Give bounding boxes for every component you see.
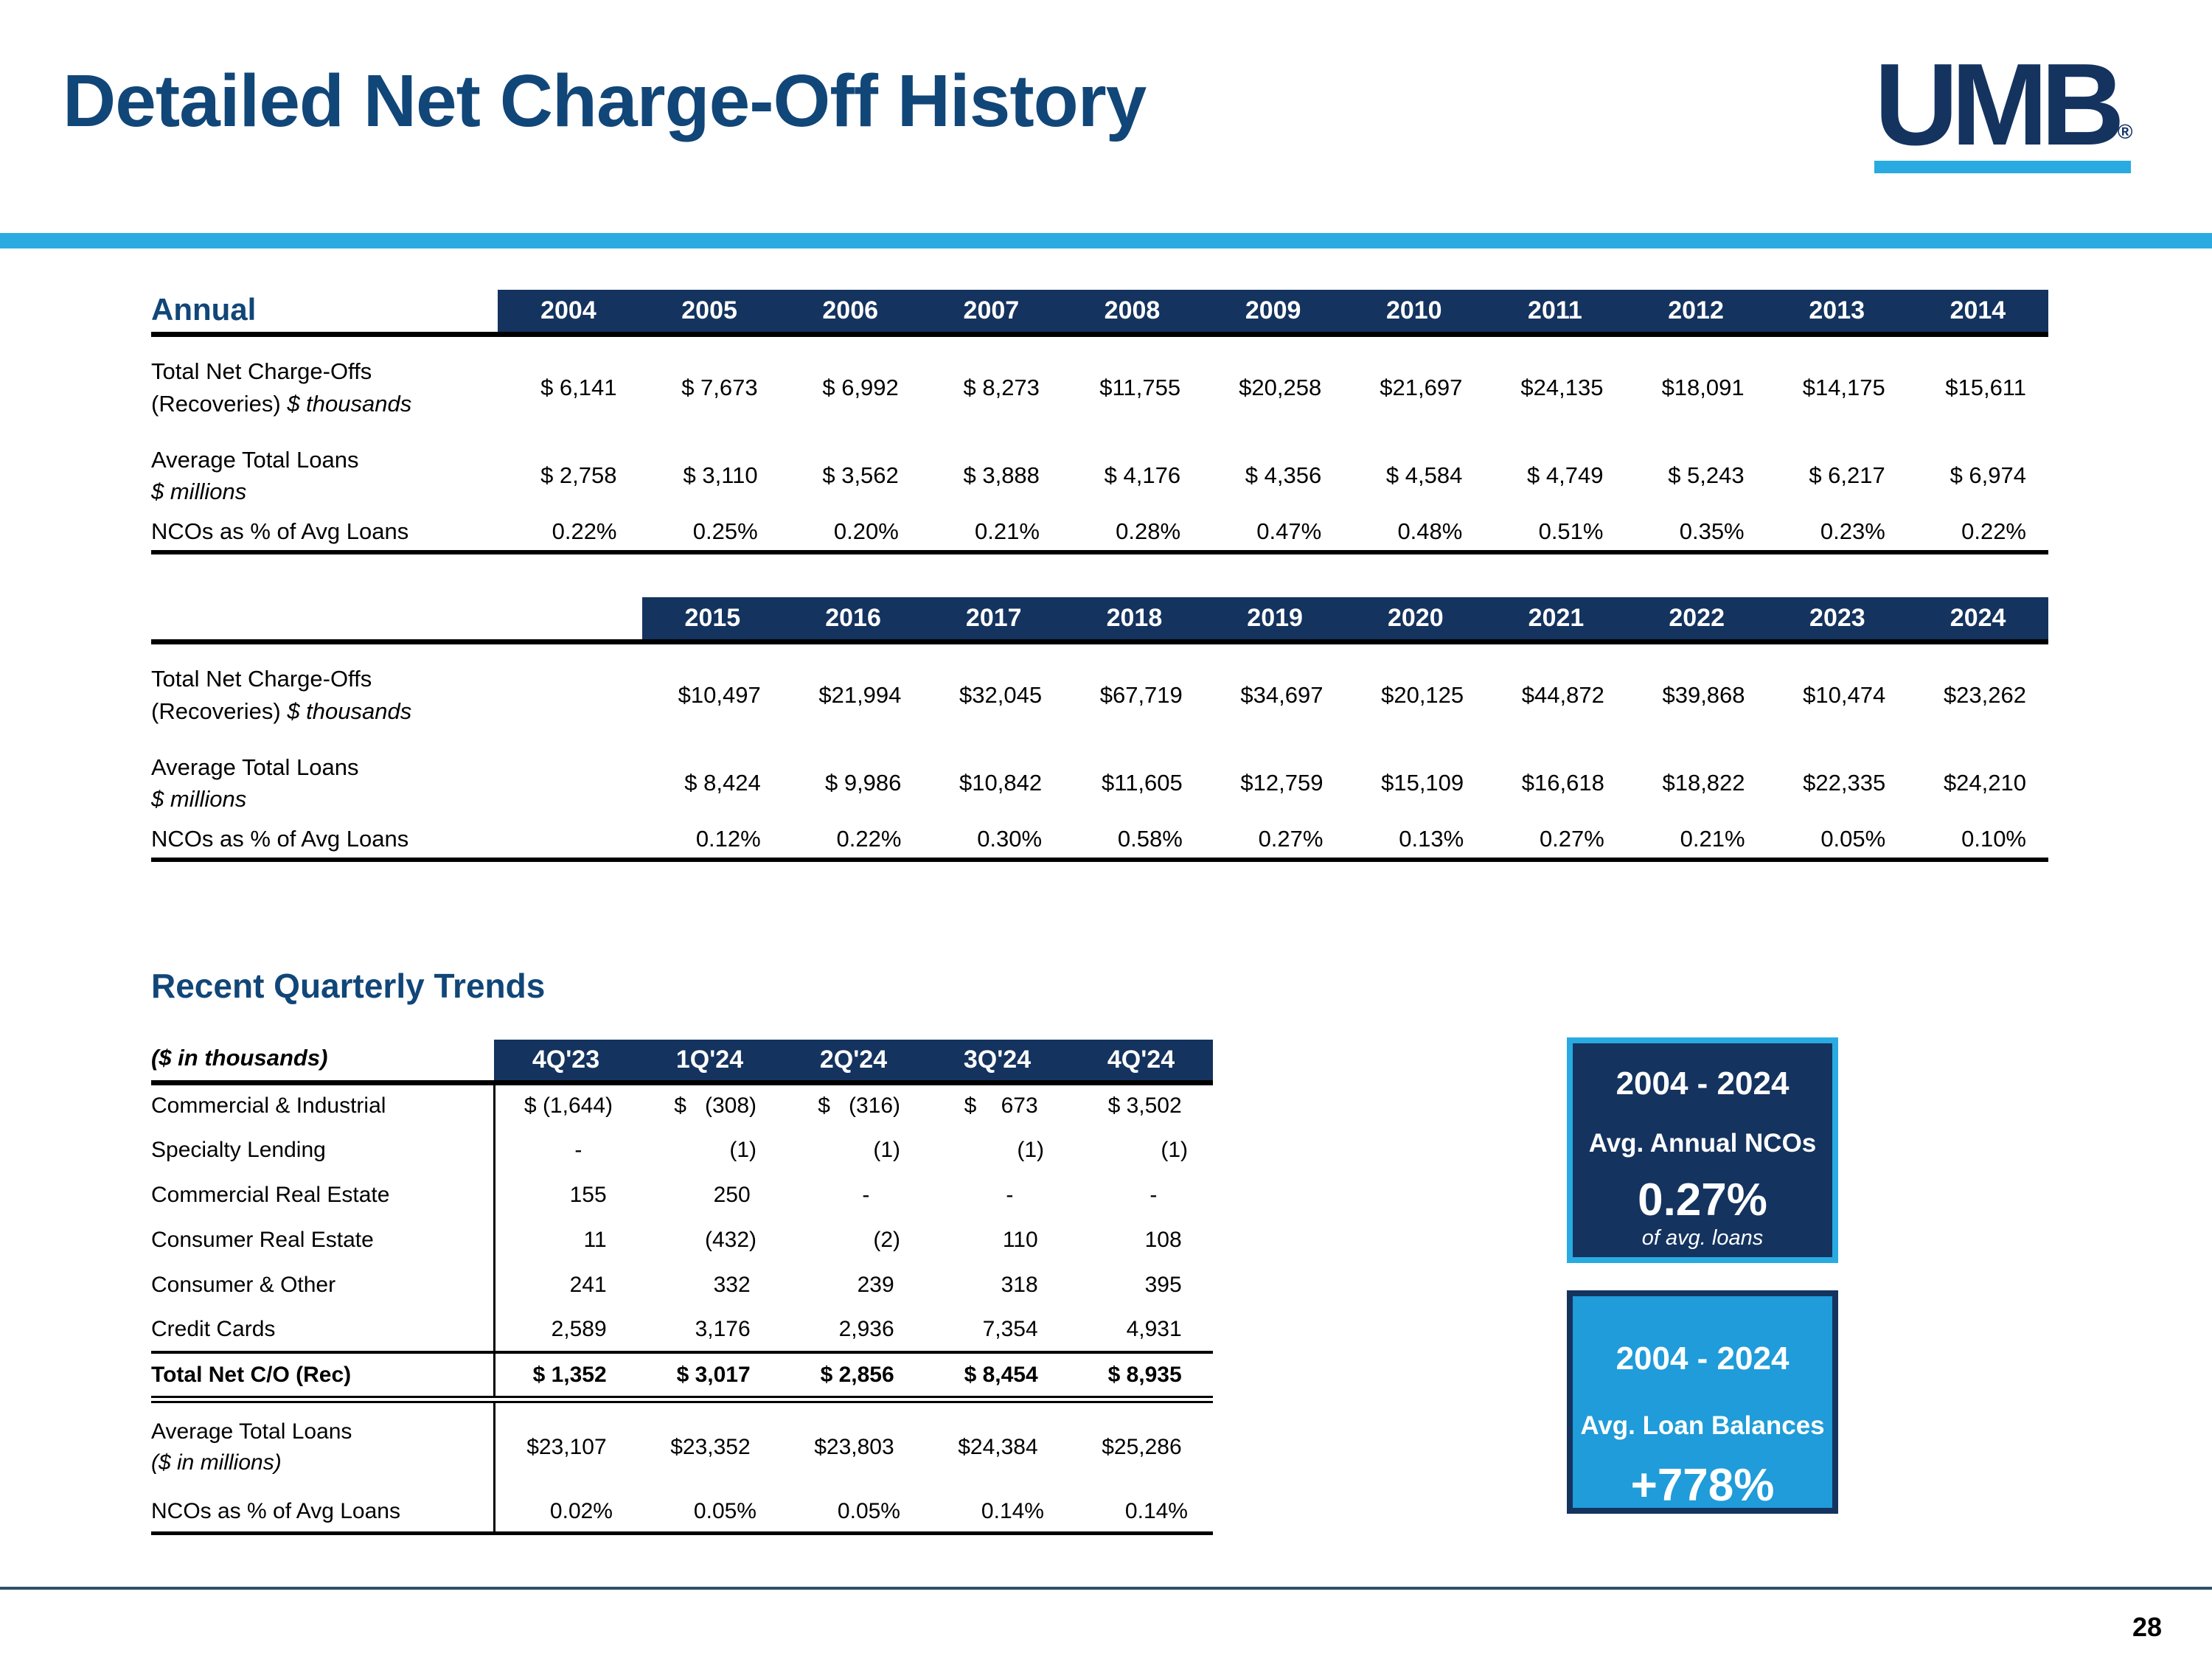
table-row bbox=[151, 1307, 1213, 1352]
value-cell: $ 3,562 bbox=[822, 462, 899, 488]
value-cell: $32,045 bbox=[959, 681, 1043, 708]
title-divider-bar bbox=[0, 233, 2212, 248]
value-cell: 0.05% bbox=[782, 1492, 925, 1533]
value-cell: 4,931 bbox=[1069, 1307, 1213, 1352]
year-header: 2010 bbox=[1343, 290, 1484, 334]
row-label-regular: (Recoveries) bbox=[151, 390, 288, 417]
row-label-italic: ($ in millions) bbox=[151, 1450, 282, 1475]
value-cell: $39,868 bbox=[1662, 681, 1745, 708]
page-number: 28 bbox=[2132, 1612, 2162, 1642]
value-cell: $44,872 bbox=[1521, 681, 1604, 708]
row-label-italic: $ millions bbox=[151, 479, 247, 504]
value-cell: 332 bbox=[713, 1272, 757, 1297]
value-cell: $11,755 bbox=[1099, 374, 1181, 400]
value-cell: $ 2,856 bbox=[782, 1352, 925, 1399]
value-cell: $23,262 bbox=[1943, 681, 2026, 708]
year-header: 2011 bbox=[1484, 290, 1625, 334]
value-cell: 0.27% bbox=[1205, 820, 1346, 860]
year-header: 2014 bbox=[1907, 290, 2048, 334]
value-cell: 0.22% bbox=[1907, 512, 2048, 552]
value-cell: 0.14% bbox=[925, 1492, 1069, 1533]
value-cell: $24,135 bbox=[1520, 374, 1604, 400]
row-label bbox=[151, 641, 642, 746]
value-cell: 2,936 bbox=[782, 1307, 925, 1352]
value-cell: - bbox=[1006, 1182, 1044, 1207]
value-cell: $ 8,935 bbox=[1069, 1352, 1213, 1399]
value-cell: $ 3,017 bbox=[638, 1352, 782, 1399]
year-header: 2005 bbox=[639, 290, 780, 334]
callout-period: 2004 - 2024 bbox=[1615, 1340, 1790, 1377]
value-cell: $ 4,749 bbox=[1527, 462, 1604, 488]
table-row bbox=[151, 512, 2048, 552]
value-cell: $15,109 bbox=[1381, 770, 1464, 796]
value-cell: $ 8,454 bbox=[925, 1352, 1069, 1399]
value-cell: $23,803 bbox=[814, 1435, 900, 1459]
page-title: Detailed Net Charge-Off History bbox=[63, 60, 1147, 142]
row-label-line1: Average Total Loans bbox=[151, 1419, 352, 1444]
value-cell: $15,611 bbox=[1945, 374, 2026, 400]
year-header: 2018 bbox=[1064, 597, 1205, 641]
registered-trademark-icon: ® bbox=[2117, 120, 2133, 143]
callout-label: Avg. Annual NCOs bbox=[1588, 1129, 1817, 1158]
value-cell: 0.21% bbox=[921, 512, 1062, 552]
table-header-row bbox=[151, 290, 2048, 334]
quarter-header: 2Q'24 bbox=[782, 1040, 925, 1082]
value-cell: $67,719 bbox=[1099, 681, 1183, 708]
value-cell: 0.02% bbox=[494, 1492, 638, 1533]
table-header-row bbox=[151, 1040, 1213, 1082]
row-label: Credit Cards bbox=[151, 1307, 494, 1352]
value-cell: 0.14% bbox=[1069, 1492, 1213, 1533]
table-row bbox=[151, 1127, 1213, 1172]
value-cell: $21,994 bbox=[818, 681, 902, 708]
value-cell: 0.22% bbox=[498, 512, 639, 552]
value-cell: $ 8,424 bbox=[684, 770, 761, 796]
row-label-line2 bbox=[151, 1447, 493, 1478]
value-cell: 0.23% bbox=[1767, 512, 1907, 552]
year-header: 2012 bbox=[1625, 290, 1766, 334]
year-header: 2020 bbox=[1345, 597, 1486, 641]
year-header: 2009 bbox=[1203, 290, 1343, 334]
quarter-header: 4Q'23 bbox=[494, 1040, 638, 1082]
table-row bbox=[151, 1399, 1213, 1492]
table-row bbox=[151, 1262, 1213, 1307]
value-cell: 0.30% bbox=[923, 820, 1064, 860]
quarter-header: 1Q'24 bbox=[638, 1040, 782, 1082]
callout-value: +778% bbox=[1630, 1460, 1775, 1511]
quarter-header: 3Q'24 bbox=[925, 1040, 1069, 1082]
value-cell: 0.05% bbox=[1767, 820, 1908, 860]
value-cell: (1) bbox=[873, 1137, 900, 1162]
value-cell: $18,091 bbox=[1661, 374, 1745, 400]
table-row bbox=[151, 641, 2048, 746]
value-cell: 0.47% bbox=[1203, 512, 1343, 552]
value-cell: $ (308) bbox=[674, 1093, 757, 1119]
umb-logo bbox=[1874, 40, 2154, 173]
value-cell: 0.22% bbox=[783, 820, 924, 860]
year-header: 2021 bbox=[1486, 597, 1627, 641]
table-row bbox=[151, 820, 2048, 860]
value-cell: $ 4,584 bbox=[1385, 462, 1463, 488]
table-row bbox=[151, 1492, 1213, 1533]
value-cell: - bbox=[494, 1127, 638, 1172]
value-cell: $20,258 bbox=[1239, 374, 1322, 400]
value-cell: $ 5,243 bbox=[1668, 462, 1745, 488]
value-cell: $10,497 bbox=[678, 681, 761, 708]
value-cell: 108 bbox=[1144, 1227, 1188, 1252]
value-cell: $18,822 bbox=[1662, 770, 1745, 796]
value-cell: $ 6,992 bbox=[822, 374, 899, 400]
year-header: 2024 bbox=[1907, 597, 2048, 641]
row-label bbox=[151, 334, 498, 439]
value-cell: $ 6,141 bbox=[540, 374, 617, 400]
value-cell: 0.12% bbox=[642, 820, 783, 860]
row-label-line1: Average Total Loans bbox=[151, 446, 359, 473]
row-label-line2 bbox=[151, 783, 642, 815]
year-header: 2013 bbox=[1767, 290, 1907, 334]
year-header: 2016 bbox=[783, 597, 924, 641]
value-cell: $ 3,502 bbox=[1107, 1093, 1188, 1119]
year-header: 2008 bbox=[1062, 290, 1203, 334]
value-cell: $22,335 bbox=[1803, 770, 1886, 796]
row-label-line1: Total Net Charge-Offs bbox=[151, 358, 372, 385]
value-cell: 3,176 bbox=[638, 1307, 782, 1352]
callout-avg-annual-ncos bbox=[1567, 1037, 1838, 1263]
value-cell: (1) bbox=[1161, 1137, 1188, 1162]
callout-avg-loan-balances bbox=[1567, 1290, 1838, 1514]
row-label-line2 bbox=[151, 388, 498, 420]
row-label-italic: $ millions bbox=[151, 786, 247, 812]
value-cell: 0.51% bbox=[1484, 512, 1625, 552]
value-cell: $ 8,273 bbox=[963, 374, 1040, 400]
value-cell: $34,697 bbox=[1240, 681, 1324, 708]
value-cell: 0.28% bbox=[1062, 512, 1203, 552]
row-label bbox=[151, 746, 642, 820]
row-label: NCOs as % of Avg Loans bbox=[151, 1492, 494, 1533]
value-cell: $ (1,644) bbox=[494, 1082, 638, 1127]
value-cell: $11,605 bbox=[1102, 770, 1183, 796]
value-cell: (1) bbox=[1017, 1137, 1044, 1162]
value-cell: $ 673 bbox=[964, 1093, 1044, 1119]
value-cell: 0.25% bbox=[639, 512, 780, 552]
value-cell: (2) bbox=[873, 1227, 900, 1252]
value-cell: (1) bbox=[729, 1137, 757, 1162]
row-label-line2 bbox=[151, 476, 498, 507]
value-cell: 0.13% bbox=[1345, 820, 1486, 860]
value-cell: 250 bbox=[713, 1182, 757, 1207]
value-cell: $ 3,888 bbox=[963, 462, 1040, 488]
value-cell: $23,352 bbox=[670, 1435, 757, 1459]
value-cell: $ 2,758 bbox=[540, 462, 617, 488]
value-cell: $ 6,974 bbox=[1950, 462, 2026, 488]
row-label: Commercial Real Estate bbox=[151, 1182, 390, 1207]
annual-label: Annual bbox=[151, 291, 257, 327]
year-header: 2022 bbox=[1627, 597, 1767, 641]
year-header: 2023 bbox=[1767, 597, 1908, 641]
value-cell: 0.48% bbox=[1343, 512, 1484, 552]
value-cell: 239 bbox=[857, 1272, 900, 1297]
year-header: 2019 bbox=[1205, 597, 1346, 641]
value-cell: 0.35% bbox=[1625, 512, 1766, 552]
value-cell: $24,210 bbox=[1943, 770, 2026, 796]
value-cell: $16,618 bbox=[1521, 770, 1604, 796]
callout-period: 2004 - 2024 bbox=[1615, 1065, 1790, 1102]
annual-table-2015-2024 bbox=[151, 597, 2048, 862]
value-cell: $25,286 bbox=[1102, 1435, 1188, 1459]
table-corner-empty bbox=[151, 597, 642, 641]
value-cell: 155 bbox=[494, 1172, 638, 1217]
value-cell: 0.05% bbox=[638, 1492, 782, 1533]
quarterly-section-heading: Recent Quarterly Trends bbox=[151, 967, 546, 1005]
row-label-line1: Average Total Loans bbox=[151, 754, 359, 780]
table-row bbox=[151, 334, 2048, 439]
year-header: 2007 bbox=[921, 290, 1062, 334]
callout-label: Avg. Loan Balances bbox=[1580, 1411, 1825, 1440]
value-cell: 110 bbox=[1002, 1227, 1044, 1252]
value-cell: $12,759 bbox=[1240, 770, 1324, 796]
table-corner bbox=[151, 1040, 494, 1082]
row-label: Consumer Real Estate bbox=[151, 1227, 374, 1252]
value-cell: - bbox=[1150, 1182, 1188, 1207]
value-cell: $20,125 bbox=[1381, 681, 1464, 708]
row-label-italic: $ thousands bbox=[287, 390, 412, 417]
year-header: 2006 bbox=[780, 290, 921, 334]
row-label bbox=[151, 1399, 494, 1492]
table-row bbox=[151, 1217, 1213, 1262]
value-cell: $10,474 bbox=[1803, 681, 1886, 708]
value-cell: $ 9,986 bbox=[824, 770, 902, 796]
value-cell: $23,107 bbox=[494, 1399, 638, 1492]
table-row bbox=[151, 439, 2048, 512]
value-cell: 2,589 bbox=[494, 1307, 638, 1352]
value-cell: $24,384 bbox=[958, 1435, 1044, 1459]
value-cell: $ 1,352 bbox=[494, 1352, 638, 1399]
row-label-regular: (Recoveries) bbox=[151, 698, 288, 724]
units-label: ($ in thousands) bbox=[151, 1044, 328, 1071]
callout-value: 0.27% bbox=[1638, 1175, 1767, 1225]
table-row bbox=[151, 1082, 1213, 1127]
row-label: NCOs as % of Avg Loans bbox=[151, 820, 642, 860]
table-row bbox=[151, 1172, 1213, 1217]
value-cell: $14,175 bbox=[1802, 374, 1885, 400]
quarterly-table bbox=[151, 1040, 1213, 1535]
table-header-row bbox=[151, 597, 2048, 641]
value-cell: - bbox=[862, 1182, 900, 1207]
value-cell: $10,842 bbox=[959, 770, 1043, 796]
value-cell: 0.20% bbox=[780, 512, 921, 552]
row-label-line2 bbox=[151, 695, 642, 727]
row-label-line1: Total Net Charge-Offs bbox=[151, 666, 372, 692]
umb-logo-text bbox=[1874, 40, 2154, 170]
value-cell: 0.58% bbox=[1064, 820, 1205, 860]
logo-letters: UMB bbox=[1874, 40, 2118, 170]
value-cell: 241 bbox=[494, 1262, 638, 1307]
value-cell: 7,354 bbox=[925, 1307, 1069, 1352]
value-cell: 11 bbox=[494, 1217, 638, 1262]
value-cell: 0.10% bbox=[1907, 820, 2048, 860]
value-cell: 0.27% bbox=[1486, 820, 1627, 860]
value-cell: $ 7,673 bbox=[681, 374, 758, 400]
row-label: Specialty Lending bbox=[151, 1137, 326, 1162]
row-label: NCOs as % of Avg Loans bbox=[151, 512, 498, 552]
total-row bbox=[151, 1352, 1213, 1399]
row-label: Total Net C/O (Rec) bbox=[151, 1352, 494, 1399]
value-cell: $ 3,110 bbox=[683, 462, 758, 488]
footer-divider-line bbox=[0, 1587, 2212, 1590]
row-label: Commercial & Industrial bbox=[151, 1093, 386, 1119]
value-cell: $ 4,356 bbox=[1245, 462, 1322, 488]
value-cell: $ 6,217 bbox=[1809, 462, 1885, 488]
value-cell: 0.21% bbox=[1627, 820, 1767, 860]
callout-subtext: of avg. loans bbox=[1641, 1226, 1764, 1250]
year-header: 2004 bbox=[498, 290, 639, 334]
year-header: 2017 bbox=[923, 597, 1064, 641]
row-label: Consumer & Other bbox=[151, 1272, 336, 1297]
value-cell: 395 bbox=[1144, 1272, 1188, 1297]
quarter-header: 4Q'24 bbox=[1069, 1040, 1213, 1082]
annual-table-2004-2014 bbox=[151, 290, 2048, 554]
value-cell: $ 4,176 bbox=[1104, 462, 1181, 488]
row-label-italic: $ thousands bbox=[287, 698, 412, 724]
value-cell: $21,697 bbox=[1380, 374, 1463, 400]
value-cell: $ (316) bbox=[818, 1093, 900, 1119]
table-corner bbox=[151, 290, 498, 334]
table-row bbox=[151, 746, 2048, 820]
year-header: 2015 bbox=[642, 597, 783, 641]
value-cell: 318 bbox=[1001, 1272, 1044, 1297]
value-cell: (432) bbox=[704, 1227, 757, 1252]
row-label bbox=[151, 439, 498, 512]
